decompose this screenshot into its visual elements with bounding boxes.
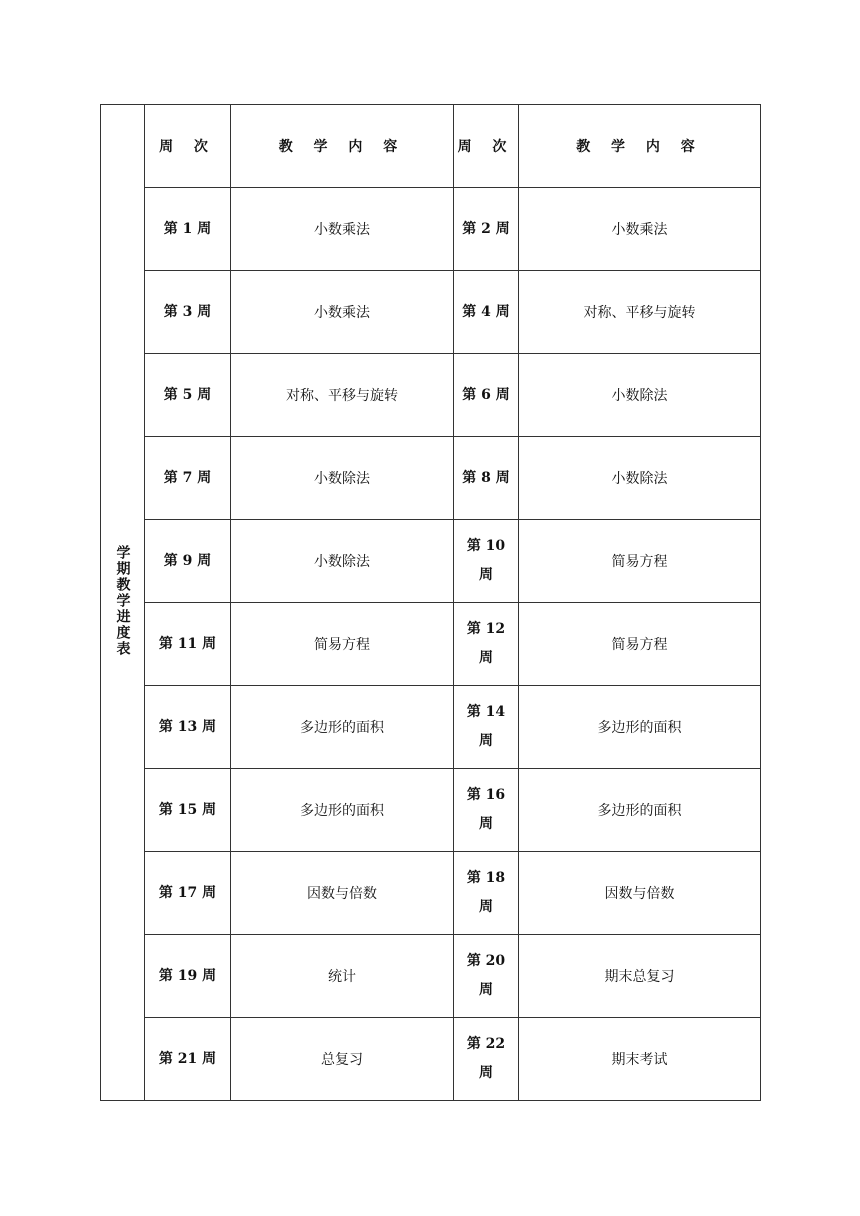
content-cell-right: 对称、平移与旋转 xyxy=(519,271,761,354)
week-suffix-line: 周 xyxy=(479,982,493,998)
header-week-left: 周 次 xyxy=(145,105,231,188)
header-week-right: 周 次 xyxy=(454,105,519,188)
week-cell-left: 第 9 周 xyxy=(145,520,231,603)
week-cell-right xyxy=(454,935,519,1018)
content-cell-left: 统计 xyxy=(231,935,454,1018)
content-cell-left: 多边形的面积 xyxy=(231,769,454,852)
week-cell-left: 第 19 周 xyxy=(145,935,231,1018)
week-number-line: 第 20 xyxy=(466,953,506,969)
schedule-body xyxy=(101,105,761,1101)
week-cell-right xyxy=(454,1018,519,1101)
schedule-row xyxy=(101,603,761,686)
week-cell-right xyxy=(454,686,519,769)
week-cell-left: 第 7 周 xyxy=(145,437,231,520)
week-suffix-line: 周 xyxy=(479,816,493,832)
header-content-right: 教 学 内 容 xyxy=(519,105,761,188)
week-number-line: 第 14 xyxy=(466,704,506,720)
header-row xyxy=(101,105,761,188)
schedule-row xyxy=(101,1018,761,1101)
side-label-cell xyxy=(101,105,145,1101)
content-cell-left: 因数与倍数 xyxy=(231,852,454,935)
week-suffix-line: 周 xyxy=(479,1065,493,1081)
week-cell-left: 第 21 周 xyxy=(145,1018,231,1101)
content-cell-left: 简易方程 xyxy=(231,603,454,686)
week-cell-right: 第 8 周 xyxy=(454,437,519,520)
content-cell-right: 多边形的面积 xyxy=(519,769,761,852)
week-cell-left: 第 13 周 xyxy=(145,686,231,769)
content-cell-right: 小数除法 xyxy=(519,354,761,437)
content-cell-left: 对称、平移与旋转 xyxy=(231,354,454,437)
schedule-row xyxy=(101,769,761,852)
week-cell-right: 第 4 周 xyxy=(454,271,519,354)
week-number-line: 第 18 xyxy=(466,870,506,886)
header-content-left: 教 学 内 容 xyxy=(231,105,454,188)
week-cell-right: 第 6 周 xyxy=(454,354,519,437)
week-cell-left: 第 17 周 xyxy=(145,852,231,935)
week-number-line: 第 22 xyxy=(466,1036,506,1052)
content-cell-left: 多边形的面积 xyxy=(231,686,454,769)
content-cell-left: 小数除法 xyxy=(231,437,454,520)
teaching-schedule-table xyxy=(100,104,761,1101)
week-cell-left: 第 15 周 xyxy=(145,769,231,852)
schedule-row xyxy=(101,520,761,603)
side-label: 学期教学进度表 xyxy=(114,544,131,657)
week-cell-right xyxy=(454,852,519,935)
week-cell-left: 第 5 周 xyxy=(145,354,231,437)
content-cell-right: 小数乘法 xyxy=(519,188,761,271)
week-suffix-line: 周 xyxy=(479,733,493,749)
week-suffix-line: 周 xyxy=(479,567,493,583)
week-cell-right xyxy=(454,520,519,603)
content-cell-left: 小数除法 xyxy=(231,520,454,603)
schedule-row xyxy=(101,188,761,271)
content-cell-right: 因数与倍数 xyxy=(519,852,761,935)
schedule-row xyxy=(101,354,761,437)
week-cell-left: 第 3 周 xyxy=(145,271,231,354)
week-cell-left: 第 1 周 xyxy=(145,188,231,271)
content-cell-right: 简易方程 xyxy=(519,603,761,686)
content-cell-left: 小数乘法 xyxy=(231,271,454,354)
week-cell-right xyxy=(454,769,519,852)
schedule-row xyxy=(101,852,761,935)
content-cell-right: 多边形的面积 xyxy=(519,686,761,769)
content-cell-right: 简易方程 xyxy=(519,520,761,603)
schedule-row xyxy=(101,437,761,520)
content-cell-left: 小数乘法 xyxy=(231,188,454,271)
content-cell-right: 期末考试 xyxy=(519,1018,761,1101)
week-cell-left: 第 11 周 xyxy=(145,603,231,686)
week-suffix-line: 周 xyxy=(479,650,493,666)
week-number-line: 第 16 xyxy=(466,787,506,803)
week-suffix-line: 周 xyxy=(479,899,493,915)
week-number-line: 第 12 xyxy=(466,621,506,637)
schedule-row xyxy=(101,686,761,769)
schedule-row xyxy=(101,271,761,354)
content-cell-right: 期末总复习 xyxy=(519,935,761,1018)
content-cell-right: 小数除法 xyxy=(519,437,761,520)
week-number-line: 第 10 xyxy=(466,538,506,554)
schedule-row xyxy=(101,935,761,1018)
week-cell-right xyxy=(454,603,519,686)
content-cell-left: 总复习 xyxy=(231,1018,454,1101)
week-cell-right: 第 2 周 xyxy=(454,188,519,271)
